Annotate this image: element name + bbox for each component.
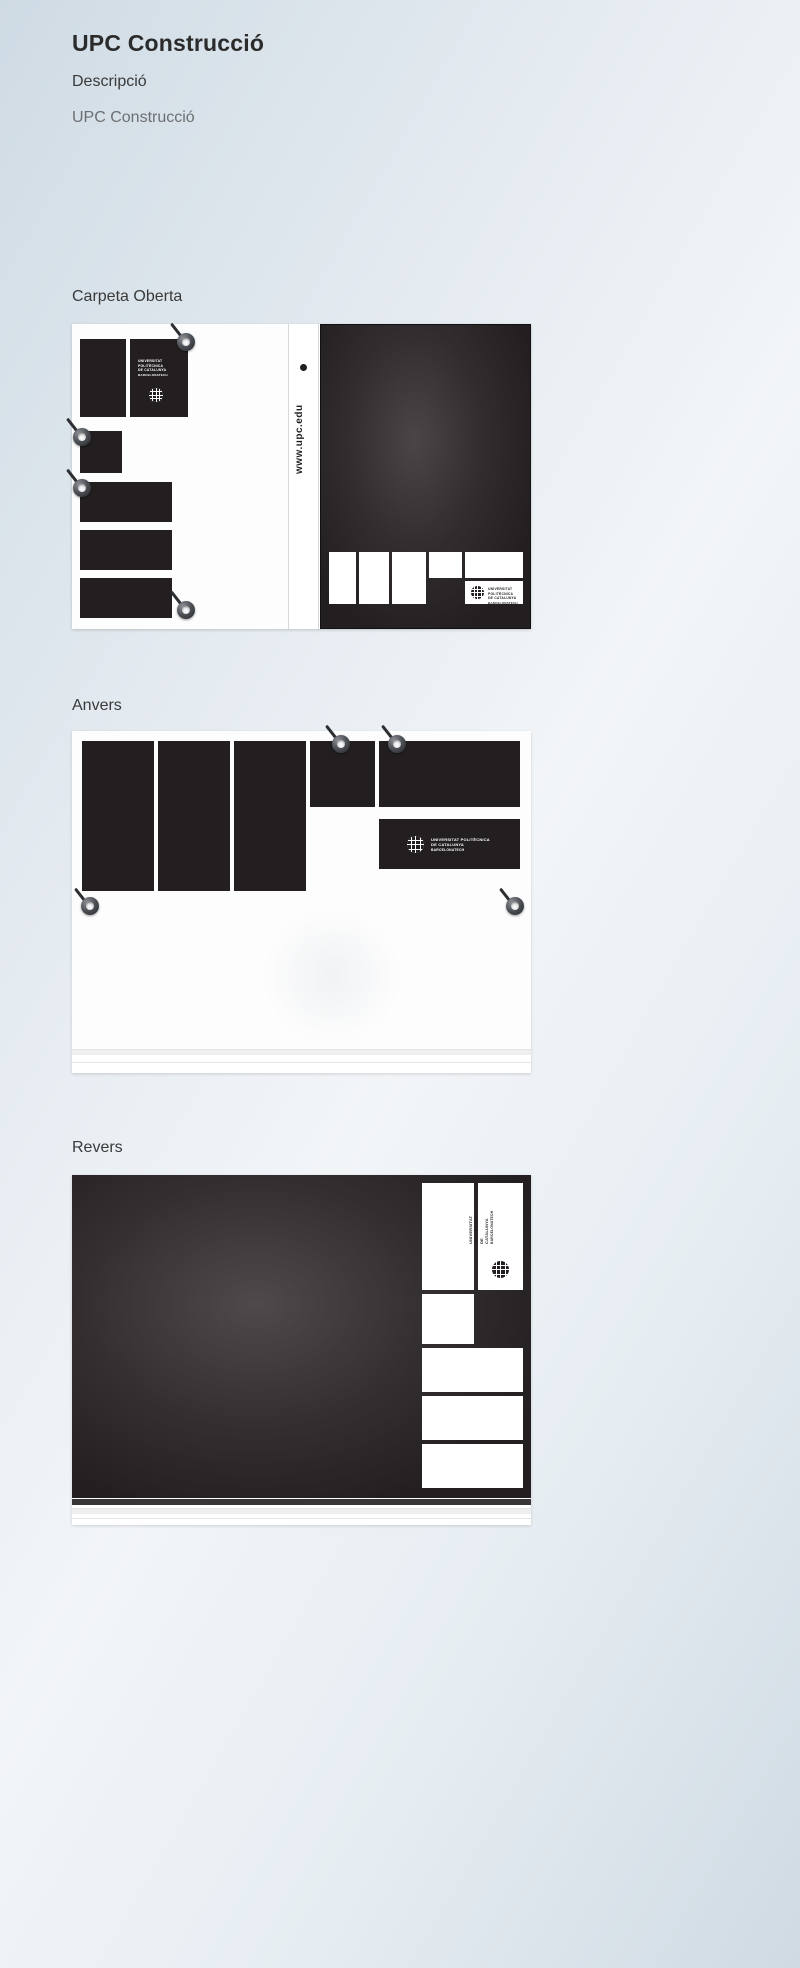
grommet-mid-left bbox=[73, 428, 91, 446]
spine-url-text: www.upc.edu bbox=[294, 404, 305, 474]
logo-line-1-anvers: UNIVERSITAT POLITÈCNICA bbox=[431, 837, 490, 842]
anvers-band-2 bbox=[158, 741, 230, 891]
left-card-5 bbox=[80, 578, 172, 618]
logo-line-3: BARCELONATECH bbox=[138, 372, 168, 377]
cover-block-5 bbox=[465, 552, 523, 578]
section-label-revers: Revers bbox=[72, 1139, 123, 1156]
grommet-mid-left-2 bbox=[73, 479, 91, 497]
grommet-bottom-left bbox=[177, 601, 195, 619]
section-label-carpeta-oberta: Carpeta Oberta bbox=[72, 288, 183, 305]
anvers-edge-1 bbox=[72, 1049, 531, 1055]
logo-line-1-cover: UNIVERSITAT POLITÈCNICA bbox=[488, 587, 514, 596]
logo-line-2-cover: DE CATALUNYA bbox=[488, 596, 517, 601]
logo-lockup-left bbox=[138, 359, 188, 377]
page-title: UPC Construcció bbox=[72, 30, 265, 56]
left-card-1 bbox=[80, 339, 126, 417]
left-card-4 bbox=[80, 530, 172, 570]
revers-block-3 bbox=[422, 1348, 523, 1392]
revers-edge-1 bbox=[72, 1499, 531, 1505]
logo-line-2-anvers: DE CATALUNYA bbox=[431, 842, 464, 848]
grommet-anvers-3 bbox=[81, 897, 99, 915]
logo-lockup-cover bbox=[488, 587, 530, 605]
grommet-anvers-4 bbox=[506, 897, 524, 915]
spine-fold-line-right bbox=[318, 324, 319, 629]
cover-block-4 bbox=[429, 552, 462, 578]
logo-line-3-revers: BARCELONATECH bbox=[489, 1210, 494, 1244]
upc-mark-icon-anvers bbox=[407, 836, 424, 853]
cover-block-1 bbox=[329, 552, 356, 604]
anvers-band-1 bbox=[82, 741, 154, 891]
grommet-top-left bbox=[177, 333, 195, 351]
logo-lockup-anvers bbox=[431, 837, 490, 852]
revers-cover bbox=[72, 1175, 531, 1498]
artwork-revers bbox=[72, 1175, 531, 1525]
upc-mark-icon bbox=[149, 388, 163, 402]
upc-mark-icon-cover bbox=[471, 586, 484, 599]
logo-line-1-revers: UNIVERSITAT POLITÈCNICA bbox=[468, 1214, 479, 1244]
logo-line-3-anvers: BARCELONATECH bbox=[431, 847, 465, 852]
folder-right-cover bbox=[320, 324, 531, 629]
upc-mark-icon-revers bbox=[492, 1261, 509, 1278]
revers-block-1 bbox=[422, 1183, 474, 1290]
anvers-logo-block bbox=[379, 819, 520, 869]
anvers-edge-2 bbox=[72, 1062, 531, 1073]
revers-block-4 bbox=[422, 1396, 523, 1440]
logo-line-2-revers: DE CATALUNYA bbox=[478, 1218, 490, 1244]
artwork-anvers bbox=[72, 731, 531, 1073]
section-label-anvers: Anvers bbox=[72, 697, 122, 714]
logo-line-3-cover: BARCELONATECH bbox=[488, 600, 518, 605]
artwork-carpeta-oberta bbox=[72, 324, 531, 629]
spine-fold-line-left bbox=[288, 324, 289, 629]
revers-edge-2 bbox=[72, 1508, 531, 1514]
folder-left-panel bbox=[72, 324, 287, 629]
anvers-band-3 bbox=[234, 741, 306, 891]
anvers-glow bbox=[262, 906, 402, 1046]
grommet-anvers-2 bbox=[388, 735, 406, 753]
grommet-anvers-1 bbox=[332, 735, 350, 753]
logo-line-2: DE CATALUNYA bbox=[138, 368, 167, 373]
description-label: Descripció bbox=[72, 73, 147, 90]
description-value: UPC Construcció bbox=[72, 109, 195, 126]
anvers-sheet bbox=[72, 731, 531, 1048]
left-card-3 bbox=[80, 482, 172, 522]
revers-edge-3 bbox=[72, 1518, 531, 1525]
logo-line-1: UNIVERSITAT POLITÈCNICA bbox=[138, 359, 164, 368]
logo-lockup-revers bbox=[468, 1210, 540, 1244]
revers-block-logo bbox=[468, 1183, 523, 1290]
revers-block-5 bbox=[422, 1444, 523, 1488]
cover-block-3 bbox=[392, 552, 426, 604]
revers-block-2 bbox=[422, 1294, 474, 1344]
cover-block-2 bbox=[359, 552, 389, 604]
